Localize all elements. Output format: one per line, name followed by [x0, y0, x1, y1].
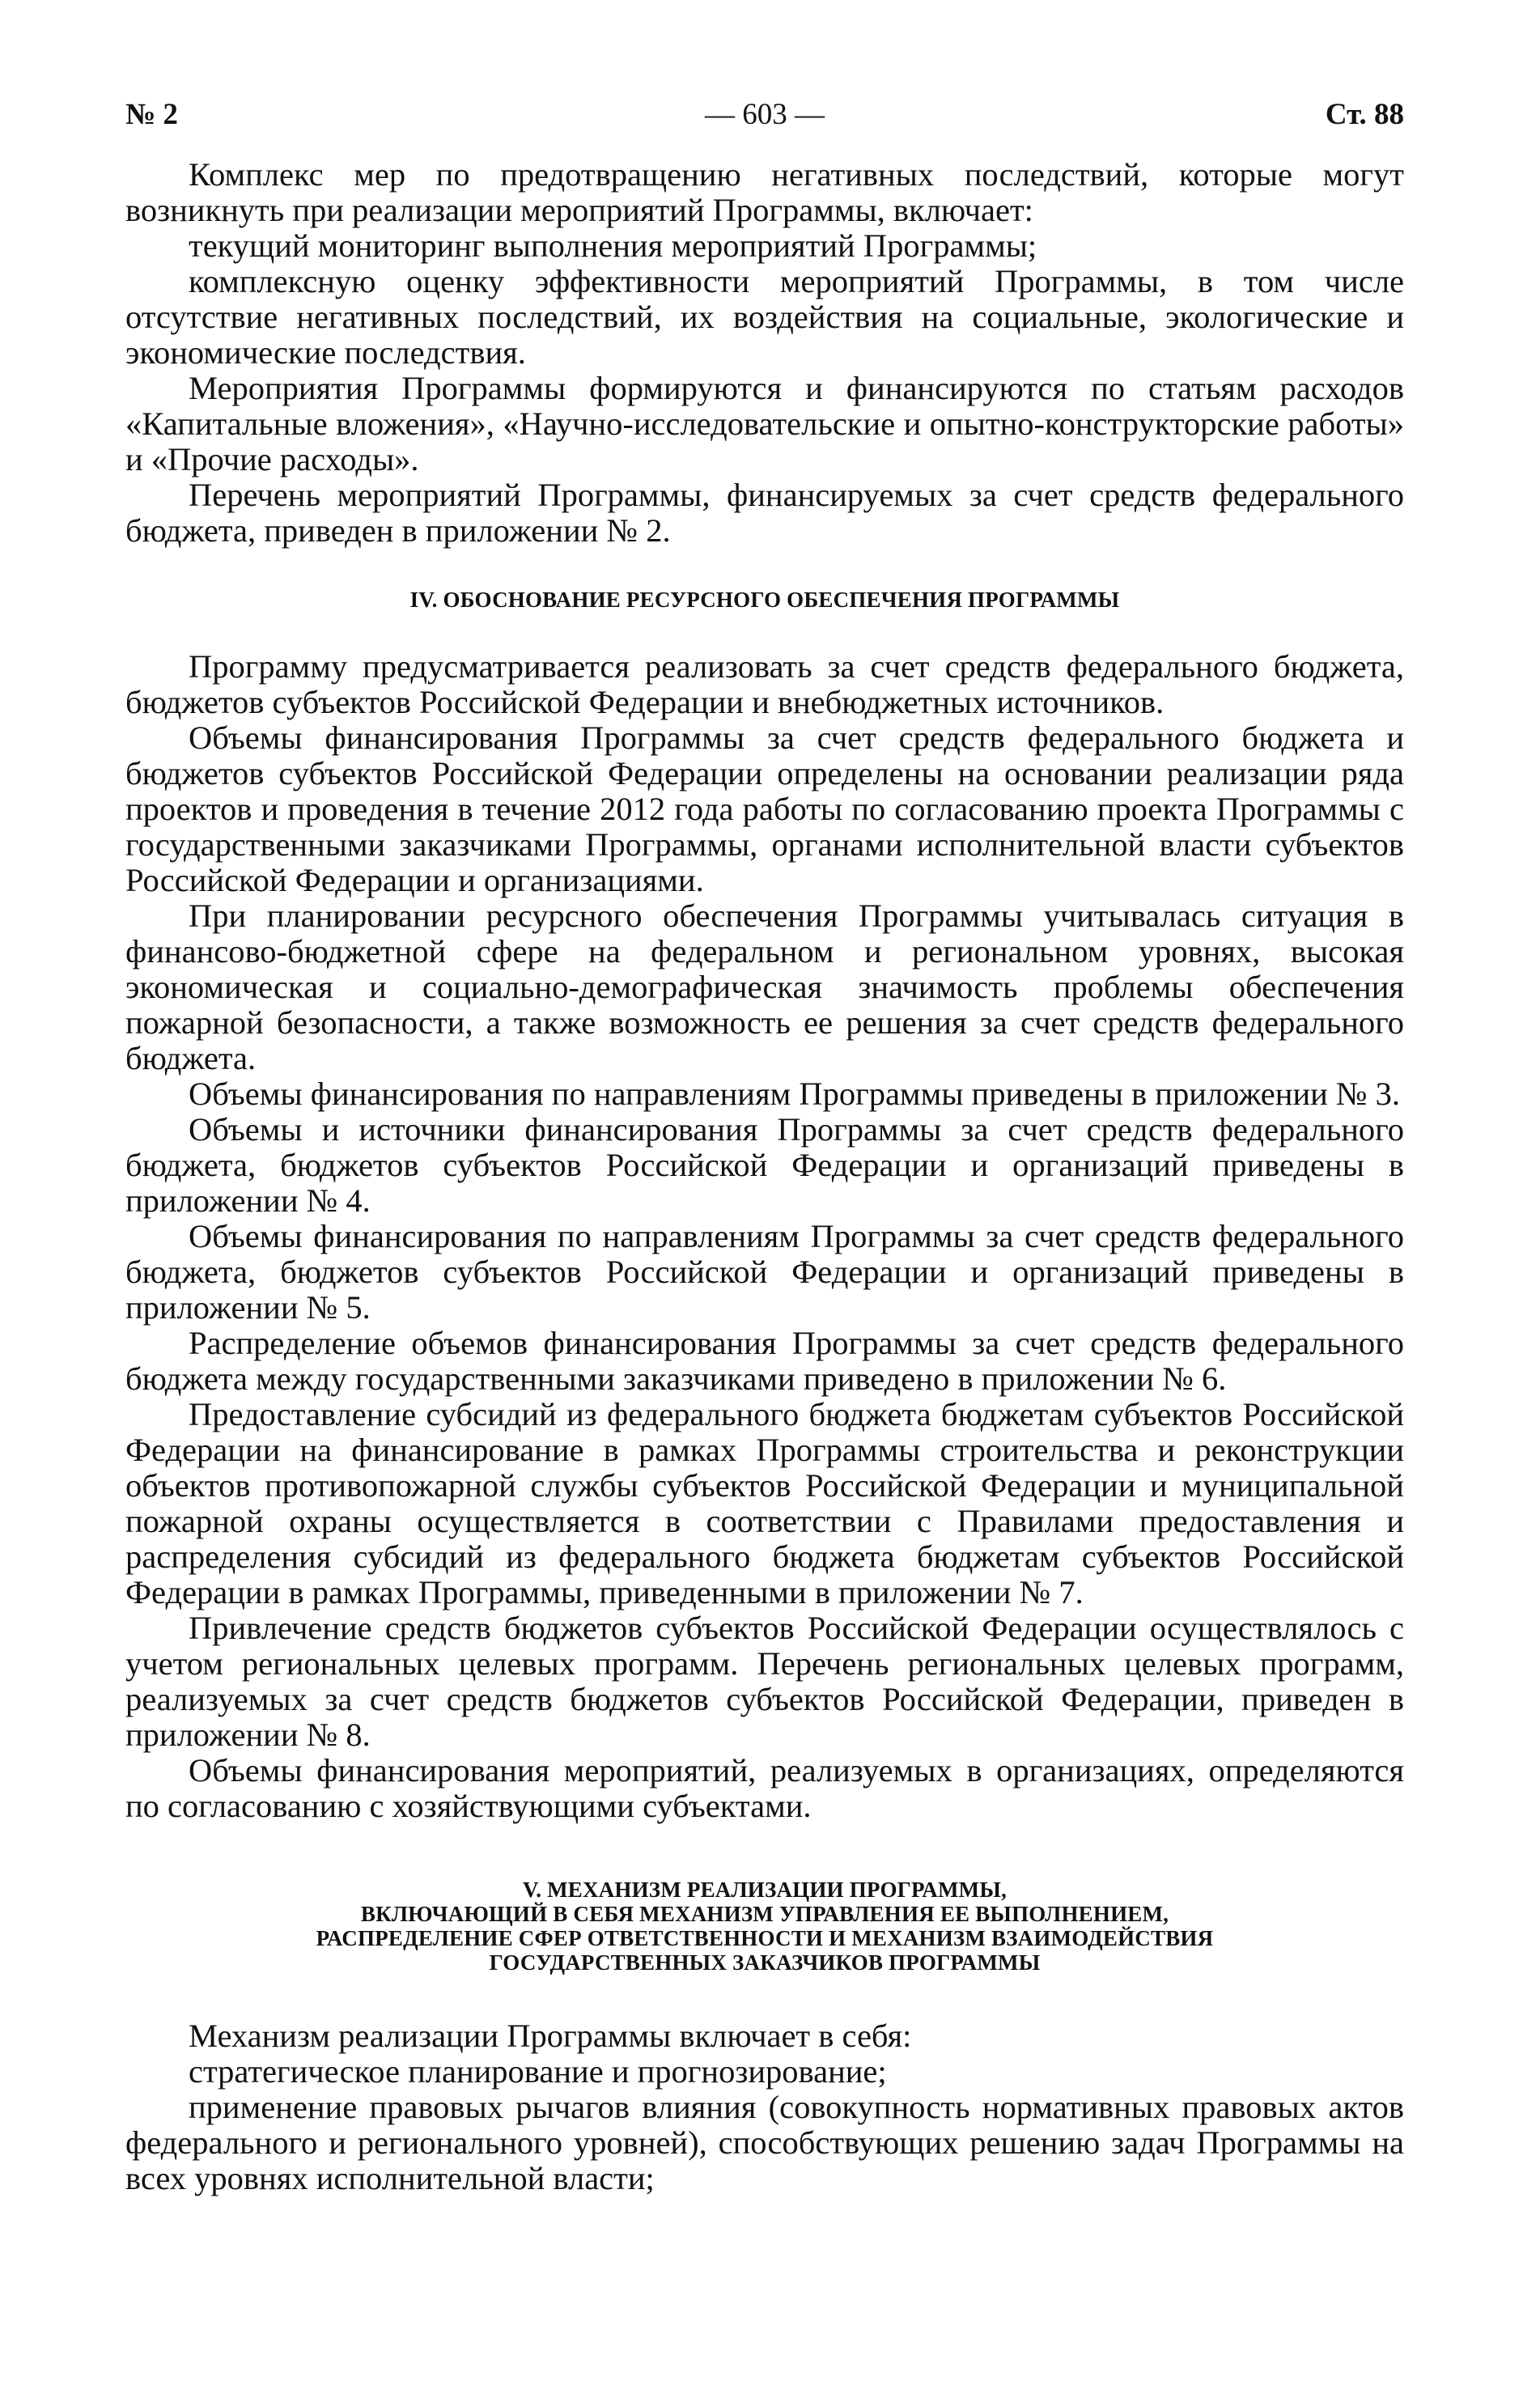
intro-block [125, 157, 1404, 549]
paragraph: Механизм реализации Программы включает в себя: [189, 2018, 912, 2054]
section-v-title-line: РАСПРЕДЕЛЕНИЕ СФЕР ОТВЕТСТВЕННОСТИ И МЕХАНИЗМ ВЗАИМОДЕЙСТВИЯ [316, 1926, 1214, 1950]
paragraph: комплексную оценку эффективности мероприятий Программы, в том числе отсутствие негативных последствий, их воздействия на социальные, экологические и экономические последствия. [125, 263, 1404, 371]
paragraph: Перечень мероприятий Программы, финансируемых за счет средств федерального бюджета, приведен в приложении № 2. [125, 477, 1404, 549]
paragraph: Распределение объемов финансирования Программы за счет средств федерального бюджета между государственными заказчиками приведено в приложении № 6. [125, 1325, 1404, 1397]
page-header [125, 97, 1404, 133]
section-v-title [125, 1878, 1404, 1975]
section-v-title-line: ГОСУДАРСТВЕННЫХ ЗАКАЗЧИКОВ ПРОГРАММЫ [489, 1950, 1041, 1975]
issue-number: № 2 [125, 98, 178, 131]
section-v-title-line: V. МЕХАНИЗМ РЕАЛИЗАЦИИ ПРОГРАММЫ, [522, 1878, 1007, 1902]
paragraph: стратегическое планирование и прогнозирование; [189, 2053, 887, 2090]
paragraph: Объемы финансирования по направлениям Программы приведены в приложении № 3. [189, 1076, 1401, 1112]
paragraph: Предоставление субсидий из федерального бюджета бюджетам субъектов Российской Федерации на финансирование в рамках Программы строительства и реконструкции объектов противопожарной службы субъектов Российской Федерации и муниципальной пожарной охраны осуществляется в соответствии с Правилами предоставления и распределения субсидий из федерального бюджета бюджетам субъектов Российской Федерации в рамках Программы, приведенными в приложении № 7. [125, 1396, 1404, 1610]
paragraph: Объемы финансирования по направлениям Программы за счет средств федерального бюджета, бюджетов субъектов Российской Федерации и организаций приведены в приложении № 5. [125, 1218, 1404, 1326]
page-number: — 603 — [705, 98, 825, 131]
paragraph: Привлечение средств бюджетов субъектов Российской Федерации осуществлялось с учетом региональных целевых программ. Перечень региональных целевых программ, реализуемых за счет средств бюджетов субъектов Российской Федерации, приведен в приложении № 8. [125, 1610, 1404, 1753]
paragraph: Объемы финансирования Программы за счет средств федерального бюджета и бюджетов субъектов Российской Федерации определены на основании реализации ряда проектов и проведения в течение 2012 года работы по согласованию проекта Программы с государственными заказчиками Программы, органами исполнительной власти субъектов Российской Федерации и организациями. [125, 719, 1404, 898]
paragraph: Комплекс мер по предотвращению негативных последствий, которые могут возникнуть при реализации мероприятий Программы, включает: [125, 156, 1404, 228]
paragraph: Объемы финансирования мероприятий, реализуемых в организациях, определяются по согласованию с хозяйствующими субъектами. [125, 1752, 1404, 1824]
section-iv-title: IV. ОБОСНОВАНИЕ РЕСУРСНОГО ОБЕСПЕЧЕНИЯ ПРОГРАММЫ [409, 588, 1120, 612]
paragraph: Мероприятия Программы формируются и финансируются по статьям расходов «Капитальные вложения», «Научно-исследовательские и опытно-конструкторские работы» и «Прочие расходы». [125, 370, 1404, 477]
paragraph: Программу предусматривается реализовать за счет средств федерального бюджета, бюджетов субъектов Российской Федерации и внебюджетных источников. [125, 648, 1404, 720]
paragraph: При планировании ресурсного обеспечения Программы учитывалась ситуация в финансово-бюджетной сфере на федеральном и региональном уровнях, высокая экономическая и социально-демографическая значимость проблемы обеспечения пожарной безопасности, а также возможность ее решения за счет средств федерального бюджета. [125, 897, 1404, 1076]
paragraph: текущий мониторинг выполнения мероприятий Программы; [189, 227, 1037, 264]
section-v-title-line: ВКЛЮЧАЮЩИЙ В СЕБЯ МЕХАНИЗМ УПРАВЛЕНИЯ ЕЕ ВЫПОЛНЕНИЕМ, [360, 1902, 1169, 1926]
section-v-body [125, 2018, 1404, 2196]
article-number: Ст. 88 [1325, 98, 1404, 131]
document-page [125, 97, 1404, 2196]
paragraph: применение правовых рычагов влияния (совокупность нормативных правовых актов федерального и регионального уровней), способствующих решению задач Программы на всех уровнях исполнительной власти; [125, 2089, 1404, 2196]
section-iv-body [125, 649, 1404, 1824]
paragraph: Объемы и источники финансирования Программы за счет средств федерального бюджета, бюджетов субъектов Российской Федерации и организаций приведены в приложении № 4. [125, 1111, 1404, 1219]
